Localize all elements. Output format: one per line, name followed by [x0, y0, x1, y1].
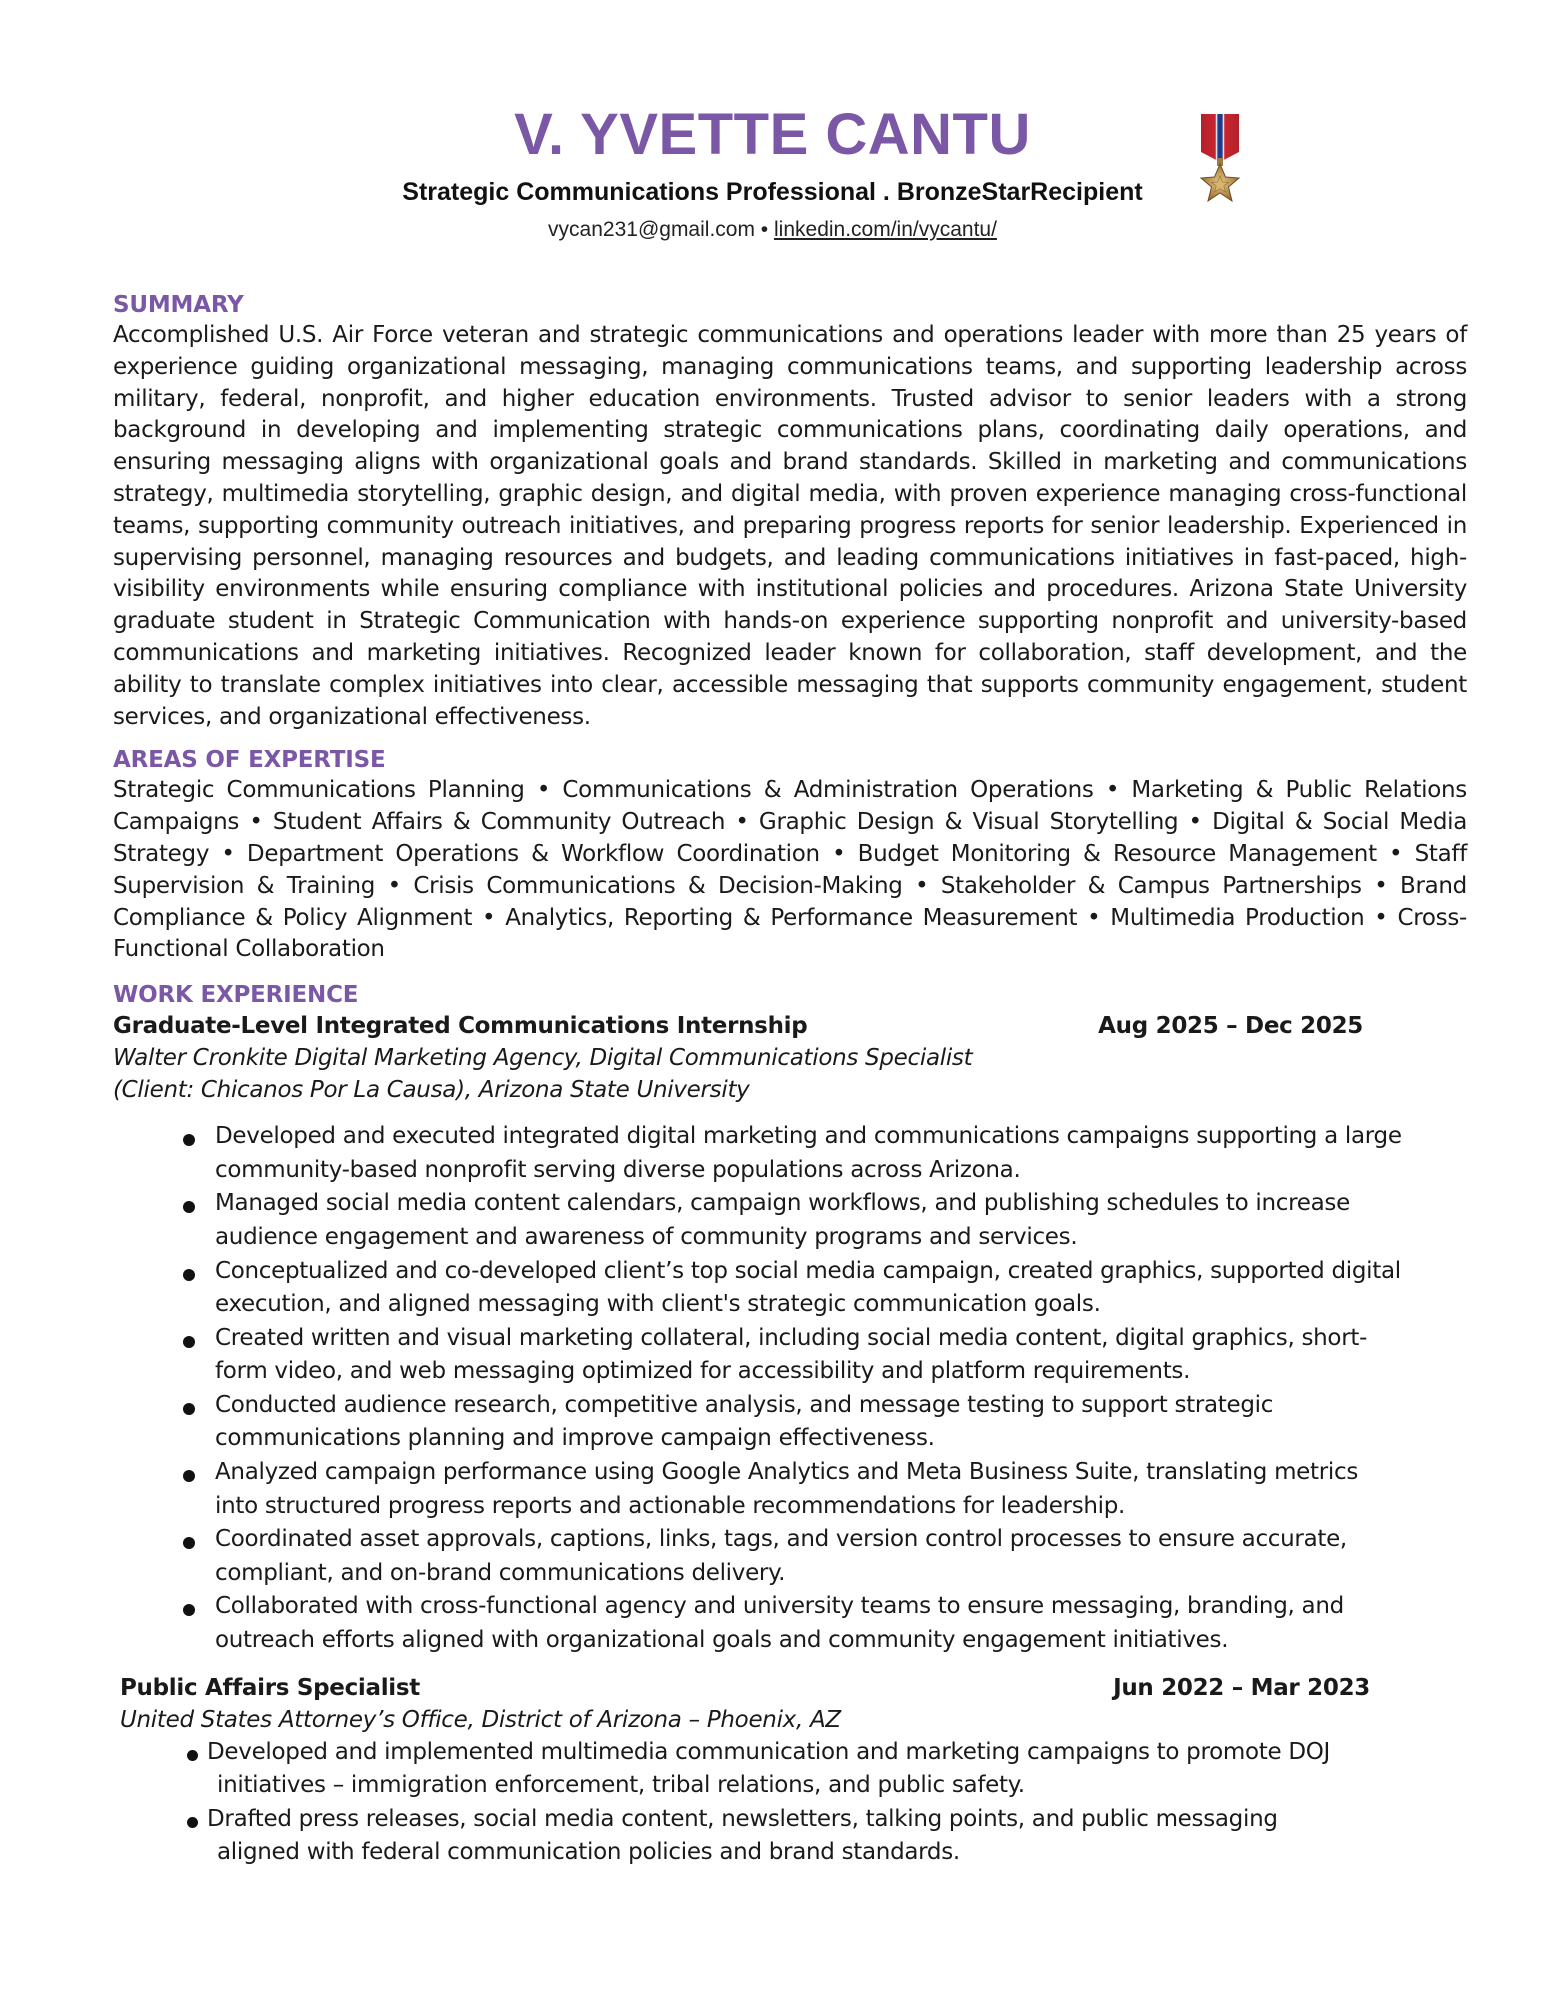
contact-line: [0, 216, 1545, 244]
job-organization: Walter Cronkite Digital Marketing Agency, Digital Communications Specialist: [113, 1045, 973, 1072]
job-bullets: [113, 1120, 1467, 1658]
job-organization: United States Attorney’s Office, District of Arizona – Phoenix, AZ: [120, 1706, 841, 1733]
work-heading: WORK EXPERIENCE: [113, 982, 359, 1009]
job-header: [113, 1010, 1363, 1042]
resume-content: [113, 290, 1467, 1870]
bullet-item: Analyzed campaign performance using Google Analytics and Meta Business Suite, translating metrics into structured progress reports and actionable recommendations for leadership.: [179, 1456, 1405, 1523]
expertise-text: Strategic Communications Planning • Communications & Administration Operations • Marketing & Public Relations Campaigns • Student Affairs & Community Outreach • Graphic Design & Visual Storytelling • Digital & Social Media Strategy • Department Operations & Workflow Coordination • Budget Monitoring & Resource Management • Staff Supervision & Training • Crisis Communications & Decision-Making • Stakeholder & Campus Partnerships • Brand Compliance & Policy Alignment • Analytics, Reporting & Performance Measurement • Multimedia Production • Cross-Functional Collaboration: [113, 777, 1467, 963]
email-text: vycan231@gmail.com: [548, 218, 755, 241]
job-organization-client: (Client: Chicanos Por La Causa), Arizona State University: [113, 1077, 750, 1104]
expertise-section: [113, 745, 1467, 966]
job-bullets: [113, 1736, 1467, 1870]
bullet-item: [182, 1736, 1367, 1803]
job-dates: Aug 2025 – Dec 2025: [1098, 1013, 1363, 1040]
bullet-line: initiatives – immigration enforcement, tribal relations, and public safety.: [217, 1772, 1025, 1799]
bullet-item: Collaborated with cross-functional agency and university teams to ensure messaging, branding, and outreach efforts aligned with organizational goals and community engagement initiatives.: [179, 1590, 1405, 1657]
summary-text: Accomplished U.S. Air Force veteran and strategic communications and operations leader with more than 25 years of experience guiding organizational messaging, managing communications teams, and supporting leadership across military, federal, nonprofit, and higher education environments. Trusted advisor to senior leaders with a strong background in developing and implementing strategic communications plans, coordinating daily operations, and ensuring messaging aligns with organizational goals and brand standards. Skilled in marketing and communications strategy, multimedia storytelling, graphic design, and digital media, with proven experience managing cross-functional teams, supporting community outreach initiatives, and preparing progress reports for senior leadership. Experienced in supervising personnel, managing resources and budgets, and leading communications initiatives in fast-paced, high-visibility environments while ensuring compliance with institutional policies and procedures. Arizona State University graduate student in Strategic Communication with hands-on experience supporting nonprofit and university-based communications and marketing initiatives. Recognized leader known for collaboration, staff development, and the ability to translate complex initiatives into clear, accessible messaging that supports community engagement, student services, and organizational effectiveness.: [113, 322, 1467, 730]
bullet-item: Developed and executed integrated digital marketing and communications campaigns supporting a large community-based nonprofit serving diverse populations across Arizona.: [179, 1120, 1405, 1187]
contact-separator: •: [760, 218, 769, 241]
expertise-heading: AREAS OF EXPERTISE: [113, 747, 386, 774]
bullet-line: Developed and implemented multimedia communication and marketing campaigns to promote DOJ: [207, 1738, 1331, 1765]
job-header: [120, 1672, 1370, 1704]
linkedin-link[interactable]: linkedin.com/in/vycantu/: [774, 218, 997, 241]
candidate-name: V. YVETTE CANTU: [514, 102, 1031, 167]
job-entry: [113, 1010, 1467, 1658]
job-entry: [113, 1672, 1467, 1736]
job-role: Graduate-Level Integrated Communications Internship: [113, 1013, 808, 1040]
bullet-item: Conceptualized and co-developed client’s top social media campaign, created graphics, supported digital execution, and aligned messaging with client's strategic communication goals.: [179, 1255, 1405, 1322]
bullet-item: Conducted audience research, competitive analysis, and message testing to support strategic communications planning and improve campaign effectiveness.: [179, 1389, 1405, 1456]
bullet-item: Coordinated asset approvals, captions, links, tags, and version control processes to ensure accurate, compliant, and on-brand communications delivery.: [179, 1523, 1405, 1590]
bullet-item: Managed social media content calendars, campaign workflows, and publishing schedules to increase audience engagement and awareness of community programs and services.: [179, 1187, 1405, 1254]
bullet-item: Created written and visual marketing collateral, including social media content, digital graphics, short-form video, and web messaging optimized for accessibility and platform requirements.: [179, 1322, 1405, 1389]
summary-heading: SUMMARY: [113, 292, 244, 318]
job-dates: Jun 2022 – Mar 2023: [1113, 1674, 1370, 1701]
bullet-line: aligned with federal communication policies and brand standards.: [217, 1839, 960, 1866]
work-section: [113, 980, 1467, 1870]
summary-section: [113, 290, 1467, 733]
job-role: Public Affairs Specialist: [120, 1674, 420, 1701]
bullet-line: Drafted press releases, social media content, newsletters, talking points, and public messaging: [207, 1805, 1278, 1832]
bullet-item: [182, 1803, 1367, 1870]
tagline: Strategic Communications Professional . BronzeStarRecipient: [402, 178, 1143, 206]
bronze-star-medal-icon: [1197, 114, 1243, 204]
